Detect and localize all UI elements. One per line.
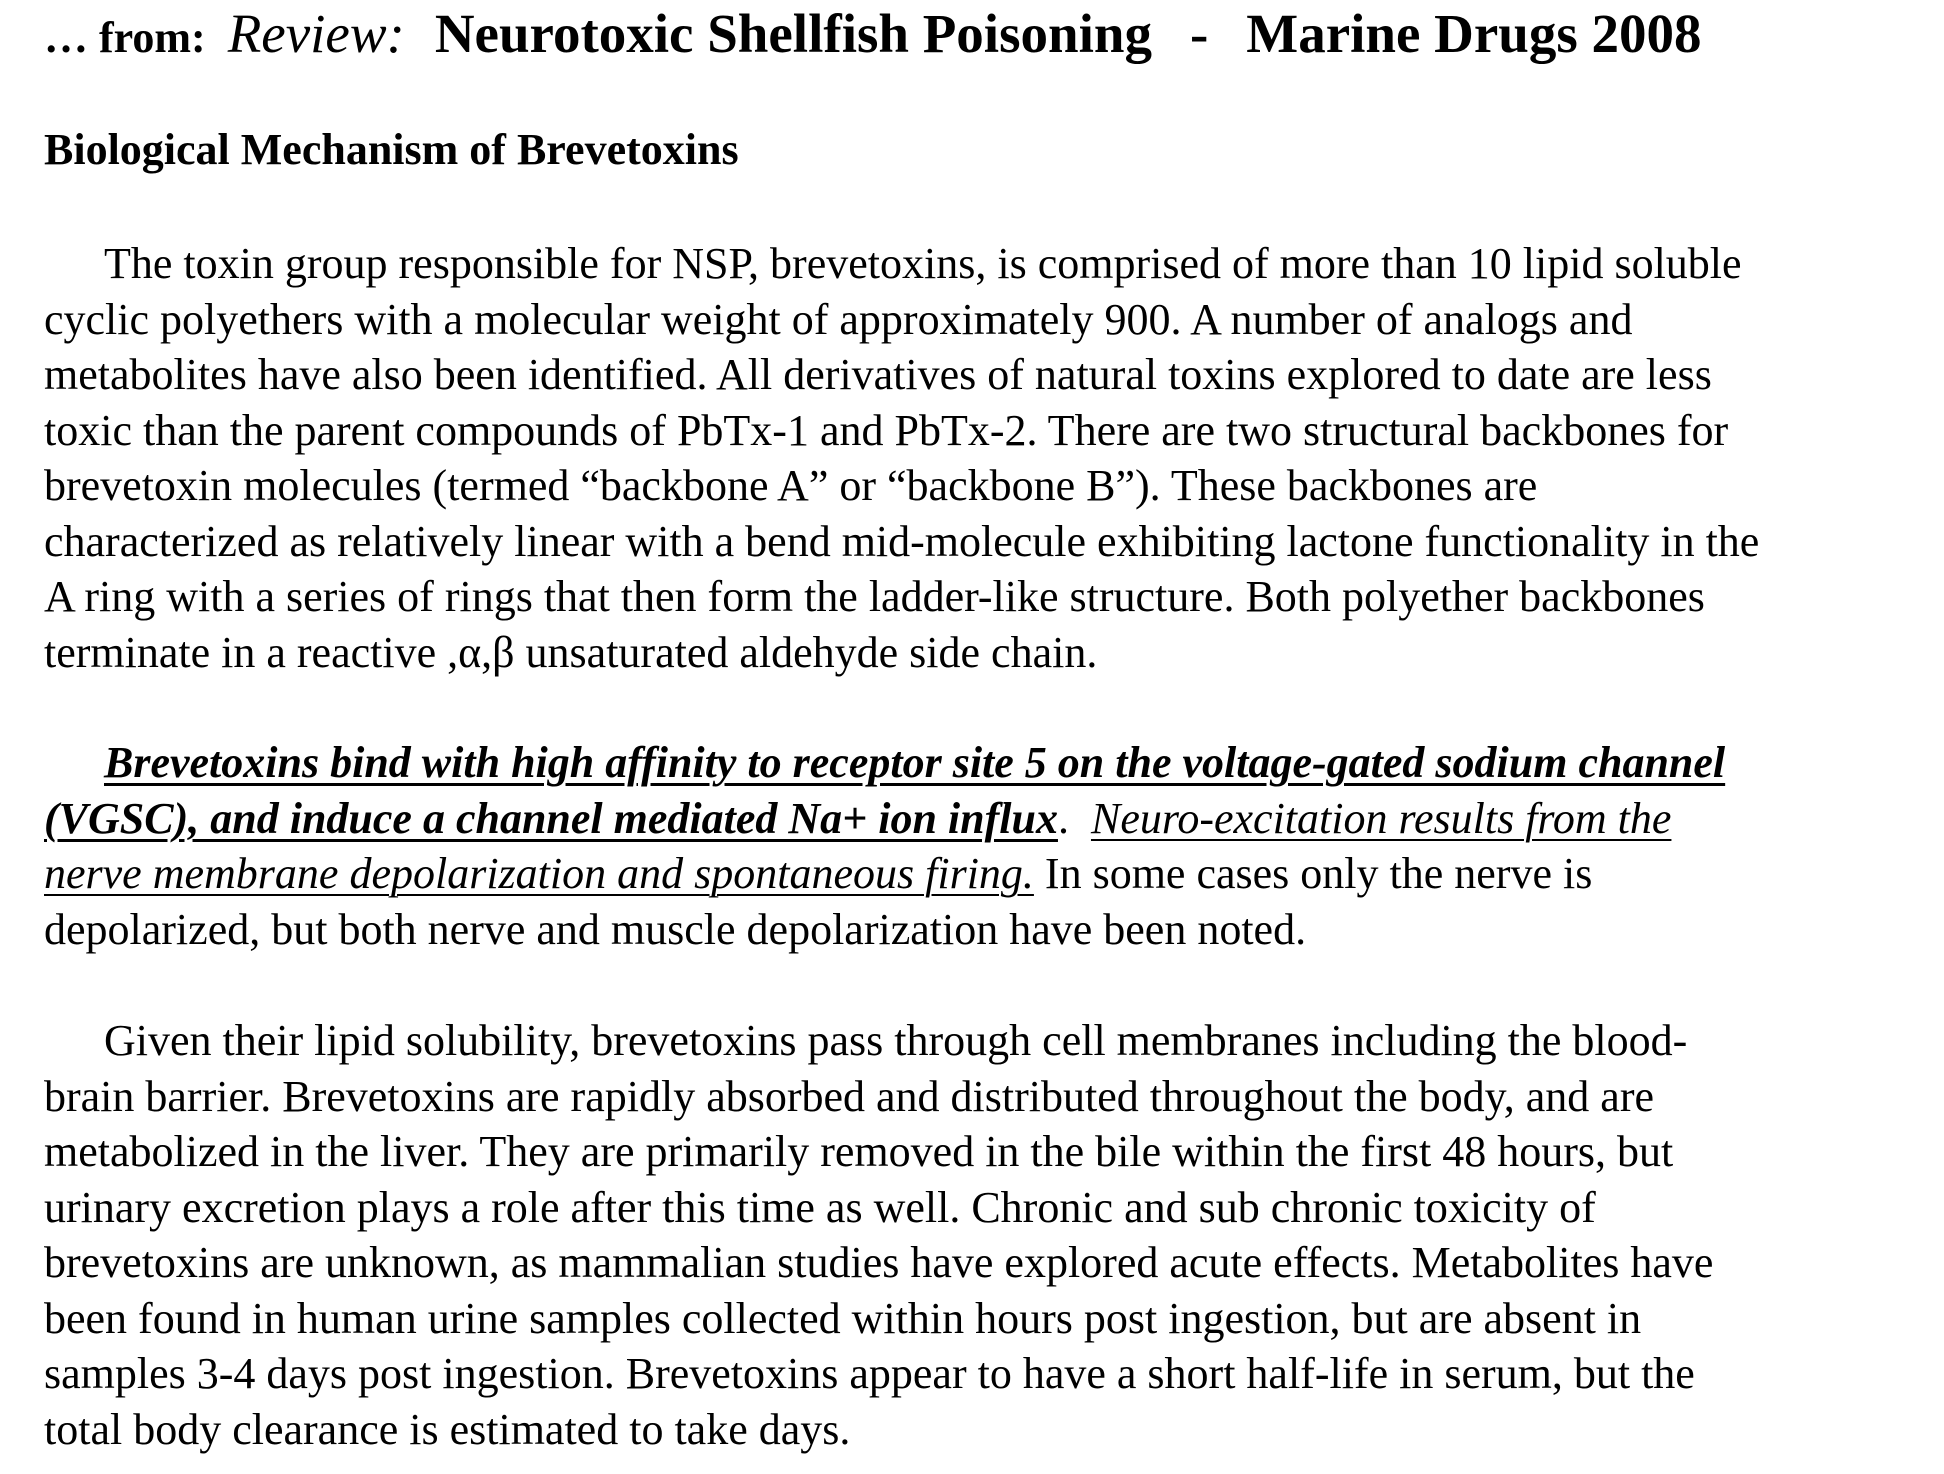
plain-text: In some cases only the nerve is [1033, 849, 1593, 898]
paragraph-line: samples 3-4 days post ingestion. Brevetoxins appear to have a short half-life in serum, but the [44, 1349, 1695, 1398]
header-separator: - [1189, 3, 1209, 64]
key-finding-text: Brevetoxins bind with high affinity to receptor site 5 on the voltage-gated sodium channel [104, 738, 1726, 787]
paragraph-line: urinary excretion plays a role after this time as well. Chronic and sub chronic toxicity of [44, 1182, 1596, 1232]
paragraph-line: A ring with a series of rings that then form the ladder-like structure. Both polyether backbones [44, 572, 1705, 621]
header-review-label: Review: [227, 3, 405, 64]
paragraph-line: depolarized, but both nerve and muscle depolarization have been noted. [44, 904, 1307, 954]
header-journal: Marine Drugs 2008 [1246, 3, 1702, 64]
paragraph-line: brain barrier. Brevetoxins are rapidly absorbed and distributed throughout the body, and are [44, 1071, 1654, 1121]
paragraph-line: metabolized in the liver. They are primarily removed in the bile within the first 48 hours, but [44, 1127, 1674, 1176]
header-title: Neurotoxic Shellfish Poisoning [434, 3, 1152, 64]
paragraph-1 [44, 236, 1759, 680]
paragraph-line: been found in human urine samples collected within hours post ingestion, but are absent in [44, 1293, 1642, 1343]
paragraph-line: terminate in a reactive ,α,β unsaturated aldehyde side chain. [44, 627, 1098, 677]
period-text: . [1057, 793, 1091, 843]
paragraph-line: brevetoxins are unknown, as mammalian studies have explored acute effects. Metabolites have [44, 1238, 1714, 1287]
paragraph-line [44, 846, 1725, 902]
paragraph-line: metabolites have also been identified. All derivatives of natural toxins explored to date are less [44, 350, 1712, 399]
paragraph-line [44, 791, 1725, 847]
paragraph-line: characterized as relatively linear with a bend mid-molecule exhibiting lactone functionality in the [44, 516, 1760, 566]
paragraph-line: brevetoxin molecules (termed “backbone A” or “backbone B”). These backbones are [44, 461, 1538, 510]
paragraph-3 [44, 1013, 1713, 1457]
neuro-excitation-text: nerve membrane depolarization and spontaneous firing. [44, 849, 1034, 898]
paragraph-line: The toxin group responsible for NSP, brevetoxins, is comprised of more than 10 lipid soluble [104, 239, 1742, 288]
paragraph-2 [44, 735, 1725, 957]
key-finding-text: (VGSC), and induce a channel mediated Na+ ion influx [44, 793, 1058, 843]
paragraph-line [44, 735, 1725, 791]
neuro-excitation-text: Neuro-excitation results from the [1090, 793, 1672, 843]
document-header [44, 2, 1702, 70]
paragraph-line: toxic than the parent compounds of PbTx-1 and PbTx-2. There are two structural backbones for [44, 405, 1729, 455]
section-heading: Biological Mechanism of Brevetoxins [44, 125, 739, 174]
header-prefix: … from: [44, 13, 206, 62]
paragraph-line: Given their lipid solubility, brevetoxins pass through cell membranes including the blood- [104, 1016, 1688, 1065]
paragraph-line: cyclic polyethers with a molecular weight of approximately 900. A number of analogs and [44, 294, 1633, 344]
paragraph-line: total body clearance is estimated to take days. [44, 1404, 851, 1454]
